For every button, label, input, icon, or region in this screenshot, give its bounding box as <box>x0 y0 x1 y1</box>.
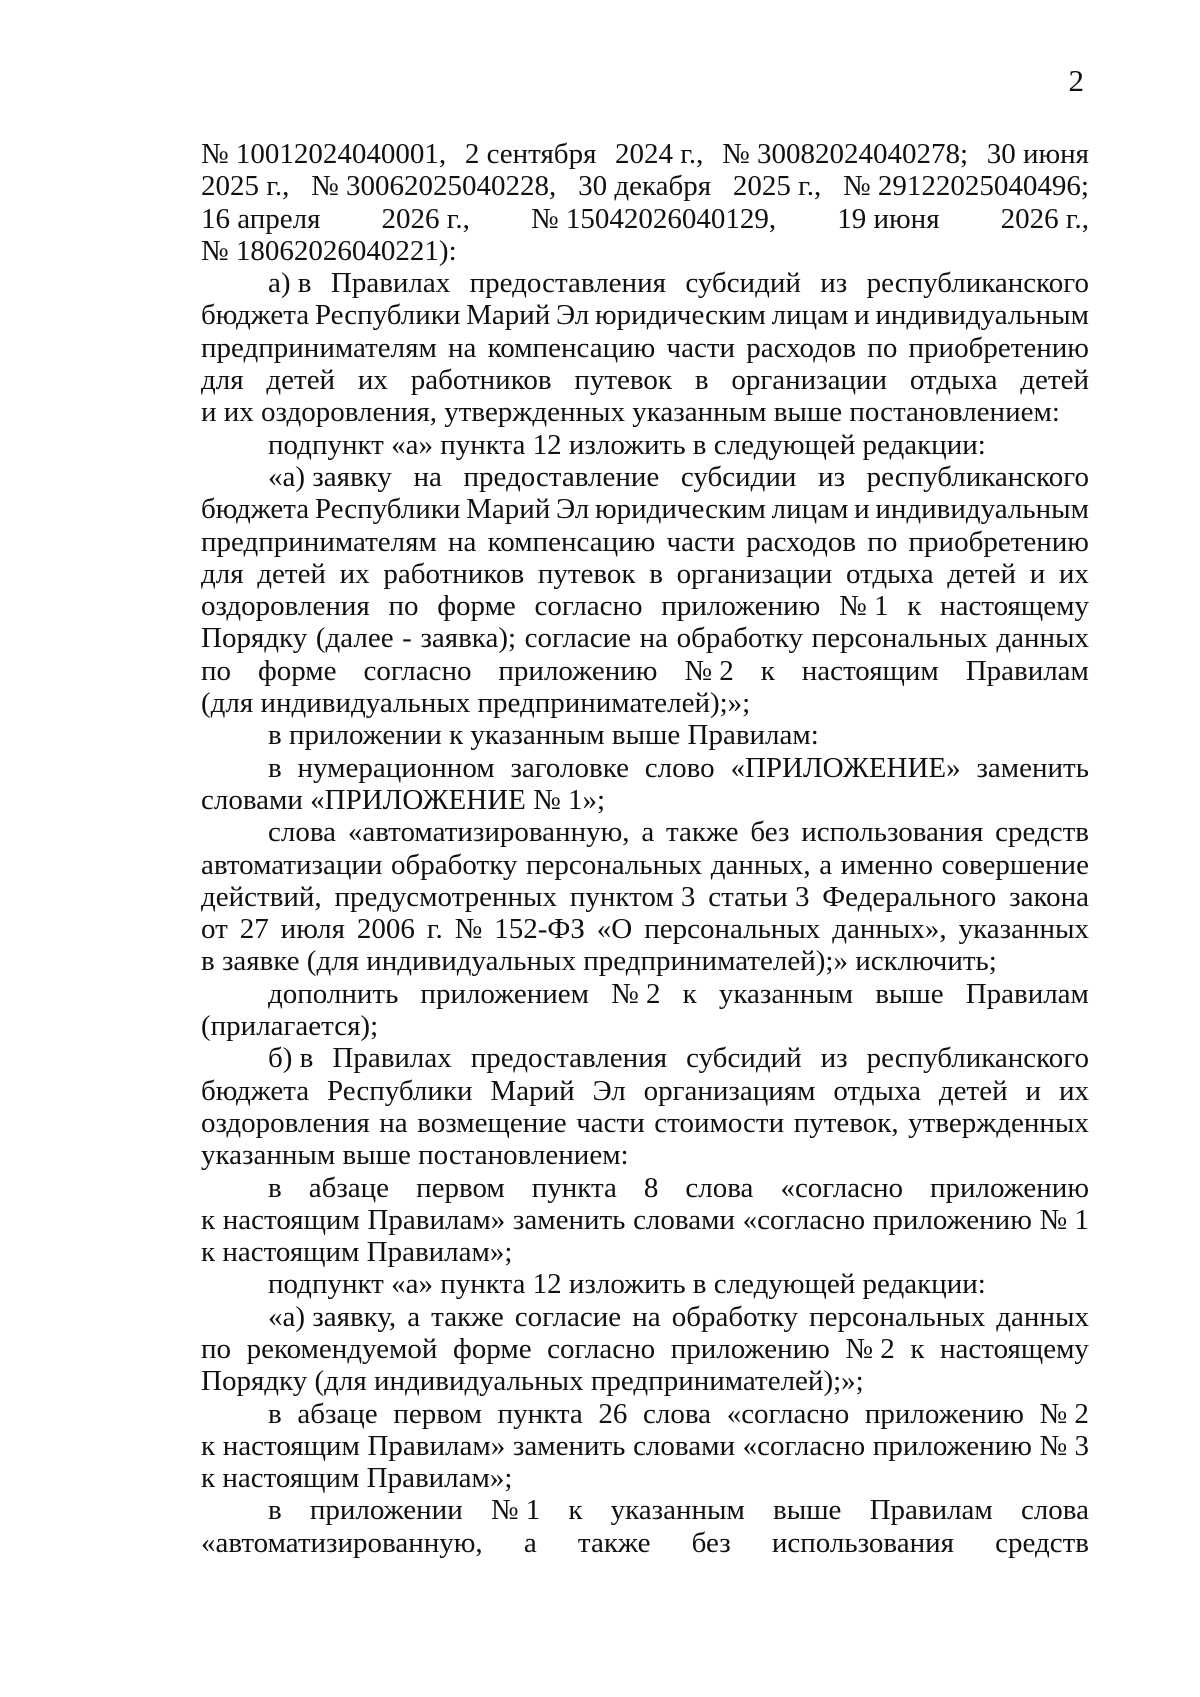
word: а <box>641 816 655 849</box>
word: детей <box>266 364 336 397</box>
word: лицам <box>771 299 849 332</box>
word: субсидий <box>685 267 801 300</box>
text-line <box>201 849 1089 881</box>
word: приобретению <box>908 525 1089 558</box>
word: предоставления <box>470 1042 668 1075</box>
word: возмещение <box>417 1106 567 1139</box>
word: «согласно <box>742 1203 866 1236</box>
word: автоматизации <box>201 848 383 881</box>
word: настоящему <box>940 1332 1089 1365</box>
word: для <box>201 364 244 397</box>
text-line <box>201 332 1089 364</box>
word: в <box>649 557 663 590</box>
word: их <box>339 557 370 590</box>
text-line <box>201 493 1089 525</box>
text-line <box>201 364 1089 396</box>
word: Эл <box>592 1074 626 1107</box>
word: к <box>568 1494 583 1527</box>
word: форме <box>437 590 516 623</box>
word: к <box>907 590 922 623</box>
word: именно <box>840 848 933 881</box>
text-line: (прилагается); <box>201 1010 379 1043</box>
word: приложении <box>309 1494 463 1527</box>
word: лицам <box>771 493 849 526</box>
word: настоящим <box>222 1429 360 1462</box>
word: путевок, <box>793 1106 899 1139</box>
word: действий, <box>201 880 322 913</box>
word: данных, <box>710 848 811 881</box>
text-line: словами «ПРИЛОЖЕНИЕ № 1»; <box>201 783 606 816</box>
word: по <box>867 525 898 558</box>
word: по <box>201 654 232 687</box>
page-number: 2 <box>1068 63 1084 98</box>
word: без <box>750 816 790 849</box>
word: № 2 <box>1039 1397 1089 1430</box>
word: предоставления <box>469 267 666 300</box>
word: также <box>577 1526 651 1559</box>
word: «согласно <box>780 1171 903 1204</box>
word: а <box>407 1300 421 1333</box>
word: работников <box>410 364 552 397</box>
text-line <box>201 913 1089 945</box>
word: Правилам» <box>367 1429 506 1462</box>
text-line: № 18062026040221): <box>201 234 457 267</box>
text-line <box>201 1398 1089 1430</box>
word: по <box>388 590 419 623</box>
word: дополнить <box>268 977 399 1010</box>
word: персональных <box>644 913 821 946</box>
word: детей <box>1020 364 1089 397</box>
word: использования <box>801 816 984 849</box>
word: Марий <box>490 1074 575 1107</box>
word: на <box>379 1106 408 1139</box>
text-line <box>201 203 1089 235</box>
word: бюджета <box>201 1074 310 1107</box>
word: а <box>819 848 833 881</box>
word: республиканского <box>866 267 1089 300</box>
word: № 2 <box>611 977 661 1010</box>
word: 30 июня <box>986 138 1089 170</box>
word: г. <box>426 913 443 946</box>
word: в <box>268 1494 282 1527</box>
word: 19 июня <box>837 202 940 235</box>
word: субсидий <box>686 1042 802 1075</box>
word: словами <box>633 1203 735 1236</box>
word: 2024 г., <box>615 138 704 170</box>
word: приложению <box>929 1171 1089 1204</box>
word: организации <box>731 364 888 397</box>
word: детей <box>257 557 326 590</box>
word: приложению <box>661 590 821 623</box>
word: 8 <box>643 1171 659 1204</box>
word: № 3 <box>1039 1429 1089 1462</box>
text-line <box>201 1301 1089 1333</box>
word: субсидии <box>680 460 797 493</box>
text-line: к настоящим Правилам»; <box>201 1462 513 1495</box>
word: персональных <box>809 1300 986 1333</box>
text-line: в заявке (для индивидуальных предпринимателей);» исключить; <box>201 945 997 978</box>
word: словами <box>633 1429 735 1462</box>
word: «а) заявку, <box>268 1300 397 1333</box>
word: № 2 <box>845 1332 895 1365</box>
word: расходов <box>746 331 857 364</box>
word: Эл <box>555 299 590 332</box>
word: настоящему <box>940 590 1089 623</box>
word: № 30082024040278; <box>722 138 969 170</box>
word: части <box>576 1106 645 1139</box>
word: а) в <box>268 267 312 300</box>
word: форме <box>452 1332 532 1365</box>
word: в <box>268 1397 282 1430</box>
word: слова <box>643 1397 712 1430</box>
word: данных <box>996 1300 1089 1333</box>
word: к <box>910 1332 925 1365</box>
word: приложению <box>872 1203 1032 1236</box>
word: 2 сентября <box>464 138 597 170</box>
text-line <box>201 1204 1089 1236</box>
word: стоимости <box>654 1106 785 1139</box>
word: отдыха <box>845 557 934 590</box>
word: и <box>1029 557 1046 590</box>
word: настоящим <box>801 654 939 687</box>
word: форме <box>257 654 337 687</box>
text-line <box>201 558 1089 590</box>
word: для <box>201 557 244 590</box>
text-line <box>201 816 1089 848</box>
word: приложению <box>872 1429 1032 1462</box>
word: заголовке <box>510 751 629 784</box>
word: Марий <box>466 299 551 332</box>
word: № 1 <box>1039 1203 1089 1236</box>
word: к <box>201 1203 216 1236</box>
word: в <box>694 364 709 397</box>
word: рекомендуемой <box>246 1332 438 1365</box>
word: отдыха <box>909 364 998 397</box>
word: Федерального <box>822 880 997 913</box>
word: в <box>268 751 282 784</box>
text-line <box>201 1042 1089 1074</box>
text-line: и их оздоровления, утвержденных указанным выше постановлением: <box>201 396 1060 429</box>
word: абзаце <box>297 1397 378 1430</box>
word: 2026 г., <box>1000 202 1089 235</box>
text-line <box>201 138 1089 170</box>
text-line <box>201 752 1089 784</box>
word: 2025 г., <box>201 170 290 203</box>
word: без <box>691 1526 731 1559</box>
word: их <box>357 364 388 397</box>
word: республиканского <box>866 1042 1089 1075</box>
word: 16 апреля <box>201 202 321 235</box>
word: Республики <box>327 1074 473 1107</box>
word: 2025 г., <box>732 170 822 203</box>
word: по <box>867 331 898 364</box>
word: оздоровления <box>201 590 370 623</box>
word: и <box>854 299 870 332</box>
word: № <box>454 913 483 946</box>
word: предоставление <box>463 460 660 493</box>
word: путевок <box>537 557 636 590</box>
word: пункта <box>531 1171 617 1204</box>
word: компенсацию <box>487 525 656 558</box>
text-line: подпункт «а» пункта 12 изложить в следующей редакции: <box>268 428 986 461</box>
word: к <box>682 977 697 1010</box>
word: «ПРИЛОЖЕНИЕ» <box>730 751 961 784</box>
word: и <box>1025 1074 1042 1107</box>
word: совершение <box>941 848 1089 881</box>
word: их <box>1058 1074 1089 1107</box>
word: «автоматизированную, <box>201 1526 483 1559</box>
word: № 30062025040228, <box>311 170 557 203</box>
word: Порядку <box>201 622 308 655</box>
word: согласие <box>524 622 632 655</box>
word: в <box>268 1171 282 1204</box>
word: «автоматизированную, <box>347 816 630 849</box>
text-line: к настоящим Правилам»; <box>201 1236 513 1269</box>
word: «согласно <box>726 1397 850 1430</box>
word: персональных <box>525 848 703 881</box>
word: Республики <box>314 299 461 332</box>
word: настоящим <box>222 1203 360 1236</box>
word: заменить <box>512 1429 626 1462</box>
word: 2026 г., <box>381 202 470 235</box>
word: утвержденных <box>908 1106 1089 1139</box>
word: а <box>523 1526 537 1559</box>
word: указанным <box>718 977 854 1010</box>
word: данных», <box>832 913 947 946</box>
word: приложением <box>420 977 589 1010</box>
word: обработку <box>671 1300 799 1333</box>
word: от <box>201 913 228 946</box>
text-line <box>201 1107 1089 1139</box>
word: № 1 <box>490 1494 541 1527</box>
word: № 29122025040496; <box>842 170 1089 203</box>
word: средств <box>995 816 1089 849</box>
word: из <box>820 267 848 300</box>
text-line: (для индивидуальных предпринимателей);»; <box>201 687 751 720</box>
word: предпринимателям <box>201 331 437 364</box>
word: по <box>201 1332 232 1365</box>
word: Правилам <box>965 654 1089 687</box>
word: статьи 3 <box>708 880 810 913</box>
word: к <box>760 654 775 687</box>
text-line: подпункт «а» пункта 12 изложить в следующей редакции: <box>268 1268 986 1301</box>
word: 26 <box>598 1397 628 1430</box>
word: 27 <box>239 913 269 946</box>
word: юридическим <box>594 493 766 526</box>
word: индивидуальным <box>875 493 1089 526</box>
word: согласно <box>534 590 643 623</box>
word: «согласно <box>742 1429 866 1462</box>
text-line <box>201 978 1089 1010</box>
word: их <box>1058 557 1089 590</box>
word: (далее <box>315 622 394 655</box>
word: из <box>820 1042 848 1075</box>
word: пунктом 3 <box>569 880 696 913</box>
word: первом <box>416 1171 505 1204</box>
word: республиканского <box>866 460 1089 493</box>
text-line <box>201 1172 1089 1204</box>
word: приложению <box>498 654 658 687</box>
text-line <box>201 461 1089 493</box>
word: приложению <box>670 1332 830 1365</box>
word: также <box>431 1300 504 1333</box>
word: 30 декабря <box>578 170 712 203</box>
word: пункта <box>497 1397 583 1430</box>
word: использования <box>771 1526 954 1559</box>
word: организации <box>676 557 833 590</box>
word: обработку <box>391 848 518 881</box>
word: данных <box>996 622 1089 655</box>
word: на <box>632 1300 661 1333</box>
text-line: указанным выше постановлением: <box>201 1139 629 1172</box>
word: к <box>201 1429 216 1462</box>
word: и <box>854 493 870 526</box>
word: № 1 <box>839 590 889 623</box>
word: приобретению <box>908 331 1089 364</box>
word: слова <box>1020 1494 1089 1527</box>
word: «а) заявку <box>268 460 392 493</box>
word: приложению <box>864 1397 1024 1430</box>
word: Республики <box>314 493 461 526</box>
word: бюджета <box>201 299 310 332</box>
word: № 15042026040129, <box>530 202 777 235</box>
word: средств <box>995 1526 1089 1559</box>
word: детей <box>938 1074 1008 1107</box>
word: из <box>818 460 846 493</box>
word: Правилам <box>869 1494 993 1527</box>
word: первом <box>393 1397 482 1430</box>
word: персональных <box>811 622 988 655</box>
word: части <box>666 525 736 558</box>
text-line <box>201 299 1089 331</box>
word: предпринимателям <box>201 525 437 558</box>
word: бюджета <box>201 493 310 526</box>
word: Марий <box>466 493 551 526</box>
text-line <box>201 622 1089 654</box>
word: юридическим <box>594 299 766 332</box>
word: слова <box>268 816 337 849</box>
word: на <box>448 525 477 558</box>
document-body <box>201 138 1089 1559</box>
word: закона <box>1009 880 1089 913</box>
text-line: Порядку (для индивидуальных предпринимателей);»; <box>201 1365 864 1398</box>
word: также <box>666 816 739 849</box>
word: организациям <box>643 1074 816 1107</box>
word: Правилам <box>965 977 1089 1010</box>
word: согласие <box>514 1300 622 1333</box>
text-line <box>201 1527 1089 1559</box>
word: июля <box>280 913 345 946</box>
word: компенсацию <box>487 331 656 364</box>
word: отдыха <box>833 1074 922 1107</box>
word: Правилах <box>332 1042 452 1075</box>
text-line <box>201 267 1089 299</box>
word: б) в <box>268 1042 314 1075</box>
word: «О <box>596 913 633 946</box>
word: - <box>402 622 412 655</box>
word: на <box>639 622 669 655</box>
text-line <box>201 526 1089 558</box>
word: согласно <box>547 1332 656 1365</box>
word: работников <box>383 557 525 590</box>
word: слово <box>644 751 715 784</box>
word: детей <box>947 557 1016 590</box>
word: на <box>448 331 477 364</box>
word: нумерационном <box>297 751 495 784</box>
word: расходов <box>746 525 857 558</box>
word: на <box>413 460 442 493</box>
text-line <box>201 881 1089 913</box>
word: указанным <box>610 1494 745 1527</box>
word: заменить <box>976 751 1089 784</box>
word: слова <box>685 1171 754 1204</box>
text-line <box>201 655 1089 687</box>
word: № 10012024040001, <box>201 138 447 170</box>
text-line <box>201 1075 1089 1107</box>
word: 152-ФЗ <box>494 913 585 946</box>
word: абзаце <box>308 1171 390 1204</box>
text-line <box>201 1333 1089 1365</box>
word: № 2 <box>684 654 734 687</box>
word: выше <box>773 1494 842 1527</box>
word: выше <box>875 977 944 1010</box>
word: предусмотренных <box>334 880 558 913</box>
word: заменить <box>512 1203 626 1236</box>
text-line <box>201 590 1089 622</box>
word: обработку <box>676 622 803 655</box>
word: Правилах <box>330 267 451 300</box>
word: Правилам» <box>367 1203 506 1236</box>
text-line: в приложении к указанным выше Правилам: <box>268 719 819 752</box>
text-line <box>201 1494 1089 1526</box>
word: оздоровления <box>201 1106 370 1139</box>
word: 2006 <box>356 913 415 946</box>
word: заявка); <box>420 622 517 655</box>
word: согласно <box>363 654 472 687</box>
word: индивидуальным <box>875 299 1089 332</box>
text-line <box>201 170 1089 202</box>
word: путевок <box>574 364 672 397</box>
word: части <box>666 331 736 364</box>
text-line <box>201 1430 1089 1462</box>
word: указанных <box>958 913 1089 946</box>
word: Эл <box>555 493 590 526</box>
